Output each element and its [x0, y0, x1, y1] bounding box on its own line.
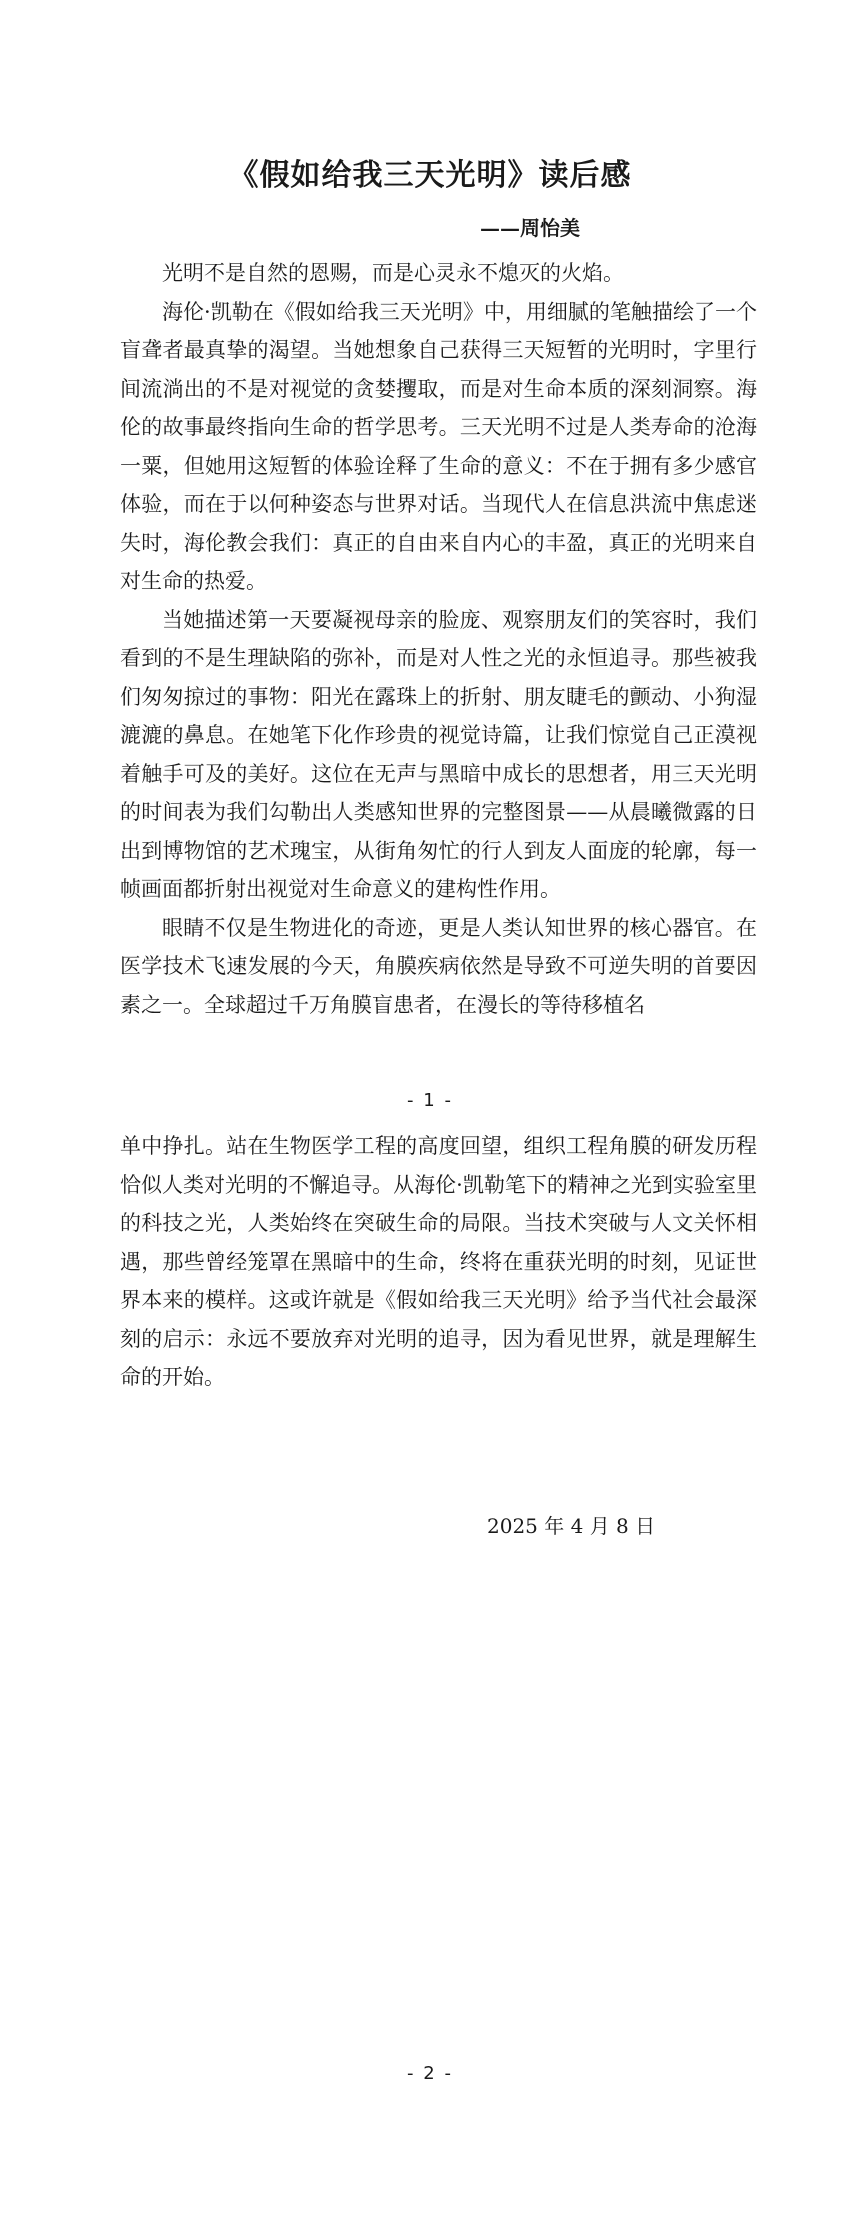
page-2-body	[120, 1127, 757, 1397]
page-1-body	[120, 254, 757, 1024]
document-title: 《假如给我三天光明》读后感	[228, 158, 632, 193]
page-number: - 2 -	[407, 2063, 453, 2084]
page-number: - 1 -	[407, 1090, 453, 1111]
paragraph-opening: 光明不是自然的恩赐，而是心灵永不熄灭的火焰。	[162, 261, 624, 285]
paragraph-first-day: 当她描述第一天要凝视母亲的脸庞、观察朋友们的笑容时，我们看到的不是生理缺陷的弥补，而是对人性之光的永恒追寻。那些被我们匆匆掠过的事物：阳光在露珠上的折射、朋友睫毛的颤动、小狗湿漉漉的鼻息。在她笔下化作珍贵的视觉诗篇，让我们惊觉自己正漠视着触手可及的美好。这位在无声与黑暗中成长的思想者，用三天光明的时间表为我们勾勒出人类感知世界的完整图景——从晨曦微露的日出到博物馆的艺术瑰宝，从街角匆忙的行人到友人面庞的轮廓，每一帧画面都折射出视觉对生命意义的建构性作用。	[120, 607, 757, 901]
author-name: ——周怡美	[480, 216, 580, 240]
paragraph-eyes: 眼睛不仅是生物进化的奇迹，更是人类认知世界的核心器官。在医学技术飞速发展的今天，角膜疾病依然是导致不可逆失明的首要因素之一。全球超过千万角膜盲患者，在漫长的等待移植名	[120, 915, 757, 1017]
paragraph-helen-keller: 海伦·凯勒在《假如给我三天光明》中，用细腻的笔触描绘了一个盲聋者最真挚的渴望。当她想象自己获得三天短暂的光明时，字里行间流淌出的不是对视觉的贪婪攫取，而是对生命本质的深刻洞察。海伦的故事最终指向生命的哲学思考。三天光明不过是人类寿命的沧海一粟，但她用这短暂的体验诠释了生命的意义：不在于拥有多少感官体验，而在于以何种姿态与世界对话。当现代人在信息洪流中焦虑迷失时，海伦教会我们：真正的自由来自内心的丰盈，真正的光明来自对生命的热爱。	[120, 299, 757, 593]
document-date: 2025 年 4 月 8 日	[487, 1514, 656, 1538]
paragraph-continued: 单中挣扎。站在生物医学工程的高度回望，组织工程角膜的研发历程恰似人类对光明的不懈追寻。从海伦·凯勒笔下的精神之光到实验室里的科技之光，人类始终在突破生命的局限。当技术突破与人文关怀相遇，那些曾经笼罩在黑暗中的生命，终将在重获光明的时刻，见证世界本来的模样。这或许就是《假如给我三天光明》给予当代社会最深刻的启示：永远不要放弃对光明的追寻，因为看见世界，就是理解生命的开始。	[120, 1134, 757, 1389]
page-2	[0, 1119, 860, 2238]
